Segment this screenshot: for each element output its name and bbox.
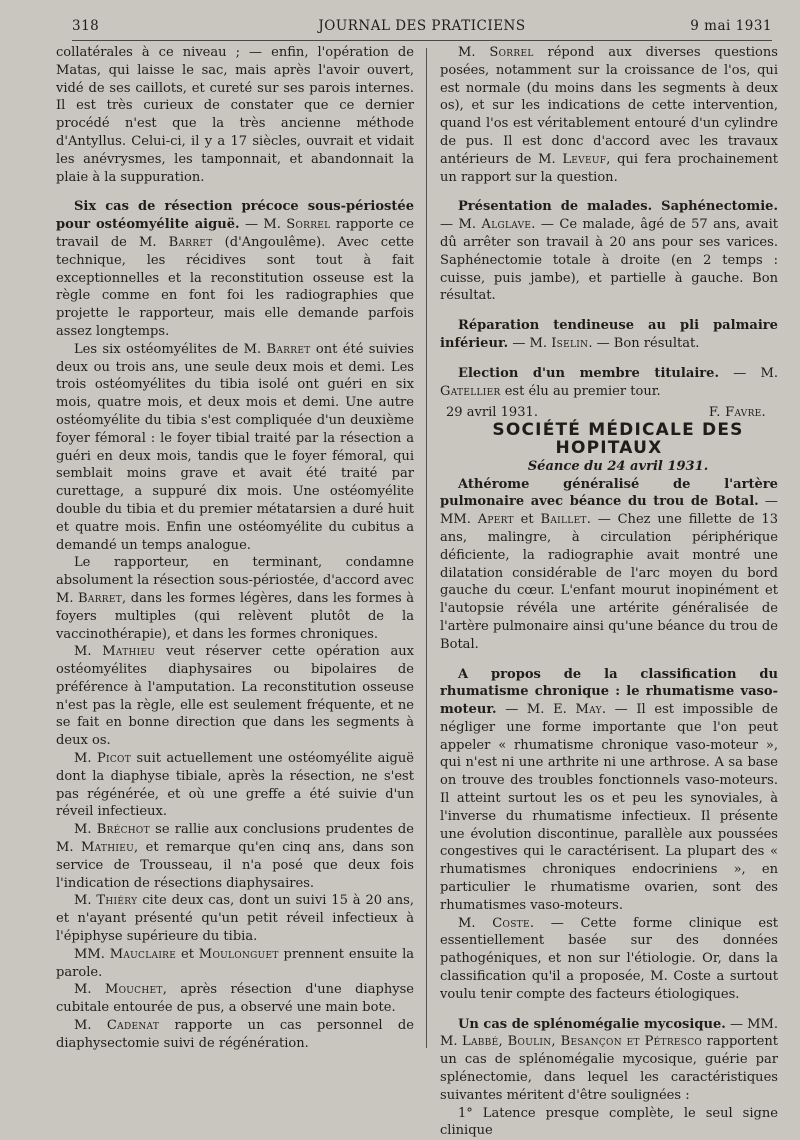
person-name: Thiéry: [96, 893, 138, 909]
text: répond aux diverses questions posées, notamment sur la croissance de l'os, qui est normale (du moins dans les segments à deux os), et sur les indications de cette intervention, quand l'os est véritablement entouré d'un cylindre de pus. Il est donc d'accord avec les travaux antérieurs de M.: [440, 45, 778, 167]
person-name: Iselin: [551, 335, 589, 351]
paragraph: [56, 1017, 414, 1053]
report-date: 29 avril 1931.: [446, 405, 538, 421]
paragraph: [56, 821, 414, 892]
section-title: A propos de la classification du rhumatisme chronique : le rhumatisme vaso-moteur.: [440, 666, 778, 718]
text: cite deux cas, dont un suivi 15 à 20 ans, et n'ayant présenté qu'un petit réveil infectieux à l'épiphyse supérieure du tibia.: [56, 893, 414, 945]
text: ont été suivies deux ou trois ans, une seule deux mois et demi. Les trois ostéomyélites du tibia isolé ont guéri en six mois, quatre mois, et deux mois et demi. Une autre ostéomyélite du tibia s'est compliquée d'un deuxième foyer fémoral : le foyer tibial traité par la résection a guéri en deux mois, tandis que le foyer fémoral, qui semblait moins grave et avait été traité par curettage, a suppuré dix mois. Une ostéomyélite double du tibia et du premier métatarsien a duré huit et quatre mois. Enfin une ostéomyélite du cubitus a demandé un temps analogue.: [56, 341, 414, 553]
paragraph: [56, 946, 414, 982]
person-name: Leveuf: [562, 151, 607, 167]
issue-date: 9 mai 1931: [690, 18, 772, 34]
text: (d'Angoulême). Avec cette technique, les récidives sont tout à fait exceptionnelles et la reconstitution osseuse est la règle comme en font foi les radiographies que projette le rapporteur, mais elle demande parfois assez longtemps.: [56, 234, 415, 339]
text: — M.: [440, 217, 482, 233]
paragraph: [56, 554, 414, 643]
text: . — Cette forme clinique est essentiellement basée sur des données pathogéniques, et non sur l'étiologie. Or, dans la classification qu'il a proposée, M. Coste a surtout voulu tenir compte des facteurs étiologiques.: [440, 915, 779, 1002]
text: se rallie aux conclusions prudentes de M.: [56, 822, 415, 856]
text: , qui fera prochainement un rapport sur la question.: [440, 151, 778, 185]
paragraph: [440, 1105, 778, 1140]
person-name: Sorrel: [286, 217, 331, 233]
text: rapporte ce travail de M.: [56, 217, 414, 250]
text: rapporte un cas personnel de diaphysectomie suivi de régénération.: [56, 1018, 415, 1051]
text: Le rapporteur, en terminant, condamne absolument la résection sous-périostée, d'accord avec M.: [56, 555, 414, 606]
report-author: F. Favre.: [708, 405, 766, 421]
text: M.: [74, 1018, 107, 1034]
paragraph: [440, 317, 778, 353]
text: — MM. M.: [440, 1016, 779, 1050]
paragraph: [56, 341, 414, 555]
person-name: Labbé, Boulin, Besançon et Pétresco: [461, 1034, 703, 1050]
journal-title: JOURNAL DES PRATICIENS: [318, 18, 526, 34]
text: et: [513, 512, 541, 528]
society-heading: SOCIÉTÉ MÉDICALE DES HOPITAUX: [492, 420, 744, 458]
text: , et remarque qu'en cinq ans, dans son service de Trousseau, il n'a posé que deux fois l'indication de résections diaphysaires.: [56, 840, 414, 891]
text: 1° Latence presque complète, le seul signe clinique: [440, 1105, 778, 1139]
paragraph: [56, 750, 414, 821]
person-name: Barret: [78, 590, 123, 606]
section-title: Réparation tendineuse au pli palmaire inférieur.: [440, 318, 778, 351]
person-name: Gatellier: [440, 383, 501, 399]
text: . — Ce malade, âgé de 57 ans, avait dû arrêter son travail à 20 ans pour ses varices. Saphénectomie totale à droite (en 2 temps : cuisse, puis jambe), et partielle à gauche. Bon résultat.: [440, 217, 778, 304]
text: M.: [74, 893, 97, 909]
text: — M.: [239, 217, 287, 233]
text: M.: [74, 751, 97, 767]
text: Les six ostéomyélites de M.: [74, 341, 267, 357]
person-name: Bréchot: [96, 822, 150, 838]
person-name: Barret: [266, 341, 311, 357]
paragraph: [440, 666, 778, 915]
person-name: Barret: [168, 234, 213, 250]
text: — M. E.: [496, 702, 576, 718]
text: , dans les formes légères, dans les formes à foyers multiples (qui relèvent plutôt de la vaccinothérapie), et dans les formes chroniques.: [56, 590, 414, 642]
person-name: Alglave: [481, 217, 532, 233]
text: veut réserver cette opération aux ostéomyélites diaphysaires ou bipolaires de préférence à l'amputation. La reconstitution osseuse n'est pas la règle, elle est seulement fréquente, et ne se fait en bonne direction que dans les segments à deux os.: [56, 644, 415, 749]
paragraph: [440, 44, 778, 186]
section-title: Election d'un membre titulaire.: [458, 365, 720, 381]
person-name: Mathieu: [102, 644, 156, 660]
person-name: Moulonguet: [198, 946, 279, 962]
paragraph: [440, 915, 778, 1004]
section-title: Athérome généralisé de l'artère pulmonaire avec béance du trou de Botal.: [440, 476, 778, 510]
text: , après résection d'une diaphyse cubitale entourée de pus, a observé une main bote.: [56, 982, 415, 1016]
person-name: Coste: [492, 915, 530, 931]
paragraph: [440, 476, 778, 654]
paragraph: [56, 981, 414, 1017]
section-title: Six cas de résection précoce sous-périostée pour ostéomyélite aiguë.: [56, 199, 414, 233]
text: MM.: [74, 946, 110, 962]
text: . — Il est impossible de négliger une forme importante que l'on peut appeler « rhumatisme chronique vaso-moteur », qui n'est ni une arthrite ni une arthrose. A sa base on trouve des troubles fonctionnels vaso-moteurs. Il atteint surtout les os et peu les synoviales, à l'inverse du rhumatisme infectieux. Il présente une évolution discontinue, parallèle aux poussées congestives qui le caractérisent. La plupart des « rhumatismes chroniques endocriniens », en particulier le rhumatisme ovarien, sont des rhumatismes vaso-moteurs.: [440, 702, 778, 913]
person-name: Mathieu: [80, 840, 134, 856]
person-name: Sorrel: [489, 45, 534, 60]
person-name: Mauclaire: [109, 946, 177, 962]
paragraph: [440, 1016, 778, 1105]
text: M.: [74, 822, 97, 838]
section-title: Présentation de malades. Saphénectomie.: [458, 199, 778, 215]
right-column: [440, 44, 779, 1139]
person-name: Picot: [96, 751, 132, 767]
text: — MM.: [440, 494, 778, 528]
paragraph-text: collatérales à ce niveau ; — enfin, l'opération de Matas, qui laisse le sac, mais après l'avoir ouvert, vidé de ses caillots, et cureté sur ses parois internes. Il est très curieux de constater que ce dernier procédé n'est que la très ancienne méthode d'Antyllus. Celui-ci, il y a 17 siècles, ouvrait et vidait les anévrysmes, les tamponnait, et abandonnait la plaie à la suppuration.: [56, 45, 414, 185]
page-number: 318: [72, 18, 100, 34]
left-column: [56, 44, 414, 1064]
column-divider: [426, 48, 427, 1048]
text: . — Bon résultat.: [588, 335, 700, 351]
text: M.: [458, 915, 493, 931]
text: rapportent un cas de splénomégalie mycosique, guérie par splénectomie, dans lequel les caractéristiques suivantes méritent d'être soulignées :: [440, 1034, 778, 1103]
person-name: May: [575, 702, 602, 718]
paragraph: [56, 643, 414, 750]
paragraph: [56, 892, 414, 945]
text: — M.: [508, 335, 552, 351]
text: — M.: [719, 365, 778, 381]
session-date: Séance du 24 avril 1931.: [527, 458, 709, 474]
section-title: Un cas de splénomégalie mycosique.: [458, 1016, 726, 1032]
text: . — Chez une fillette de 13 ans, malingre, à circulation périphérique déficiente, la radiographie avait montré une dilatation considérable de l'arc moyen du bord gauche du cœur. L'enfant mourut inopinément et l'autopsie révéla une artérite généralisée de l'artère pulmonaire ainsi qu'une béance du trou de Botal.: [440, 512, 778, 652]
text: M.: [74, 644, 103, 660]
page-header: [72, 14, 772, 41]
person-name: Cadenat: [106, 1018, 160, 1034]
paragraph: [440, 365, 778, 401]
paragraph: [56, 198, 414, 340]
text: suit actuellement une ostéomyélite aiguë dont la diaphyse tibiale, après la résection, ne s'est pas régénérée, et où une greffe a été suivie d'un réveil infectieux.: [56, 751, 415, 820]
text: est élu au premier tour.: [500, 383, 661, 399]
text: M.: [74, 982, 105, 998]
person-name: Apert: [477, 512, 514, 528]
text: M.: [458, 45, 490, 60]
text: prennent ensuite la parole.: [56, 946, 415, 980]
text: et: [176, 946, 199, 962]
paragraph: [56, 44, 414, 186]
person-name: Baillet: [540, 512, 587, 528]
paragraph: [440, 198, 778, 305]
person-name: Mouchet: [104, 982, 163, 998]
